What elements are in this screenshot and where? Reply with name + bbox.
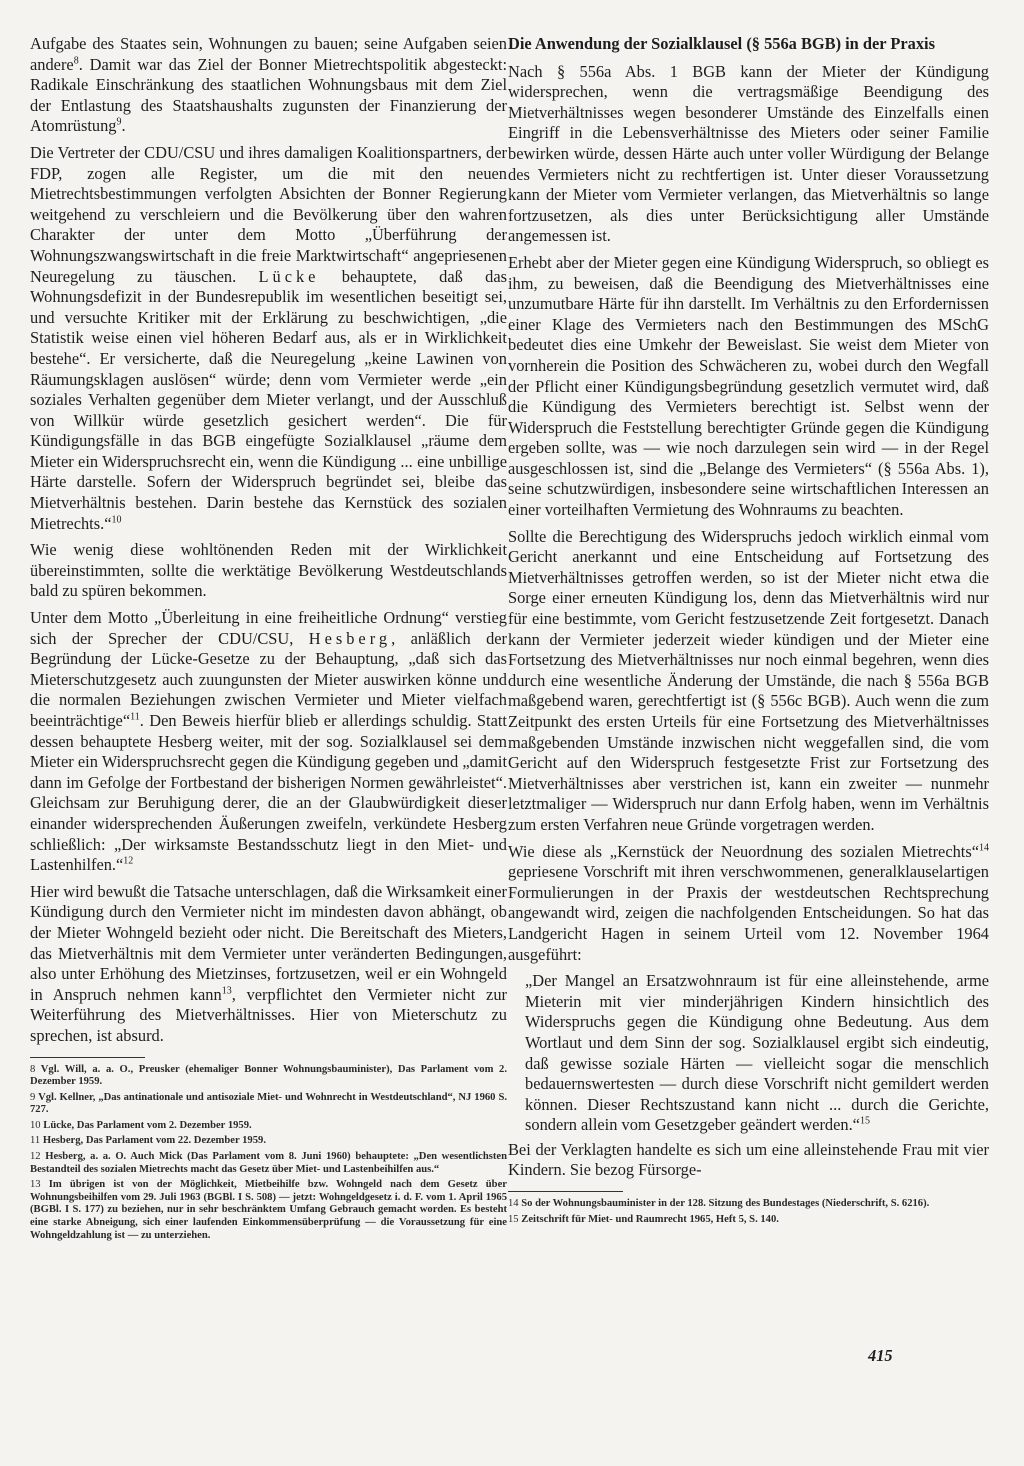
spaced-name: Hesberg — [308, 628, 392, 648]
footnote: 8 Vgl. Will, a. a. O., Preusker (ehemaliger Bonner Wohnungsbauminister), Das Parlament vom 2. Dezember 1959. — [30, 1063, 507, 1088]
court-quote — [525, 971, 989, 1136]
paragraph: Hier wird bewußt die Tatsache unterschlagen, daß die Wirksamkeit einer Kündigung durch den Vermieter nicht im mindesten davon abhängt, ob der Mieter Wohngeld bezieht oder nicht. Die Bereitschaft des Mieters, das Mietverhältnis mit dem Vermieter unter veränderten Bedingungen, also unter Erhöhung des Mietzinses, fortzusetzen, weil er ein Wohngeld in Anspruch nehmen kann$^{13}$, verpflichtet den Vermieter nicht zur Weiterführung des Mietverhältnisses. Hier von Mieterschutz zu sprechen, ist absurd. — [30, 881, 507, 1045]
footnote: 14 So der Wohnungsbauminister in der 128. Sitzung des Bundestages (Niederschrift, S. 6216). — [508, 1198, 930, 1210]
footnote: 15 Zeitschrift für Miet- und Raumrecht 1965, Heft 5, S. 140. — [508, 1213, 779, 1225]
page-number: 415 — [868, 1346, 893, 1365]
footnote-ref: 13 — [221, 985, 232, 997]
footnote-ref: 14 — [979, 842, 989, 854]
section-heading: Die Anwendung der Sozialklausel (§ 556a BGB) in der Praxis — [508, 34, 935, 53]
paragraph: Bei der Verklagten handelte es sich um eine alleinstehende Frau mit vier Kindern. Sie bezog Fürsorge- — [508, 1139, 989, 1180]
quote-text: „Der Mangel an Ersatzwohnraum ist für eine alleinstehende, arme Mieterin mit vier minderjährigen Kindern hinsichtlich des Widerspruchs gegen die Kündigung ohne Bedeutung. Aus dem Wortlaut und dem Sinn der sog. Sozialklausel ergibt sich eindeutig, daß gewisse soziale Härten — vielleicht sogar die menschlich bedauernswertesten — durch diese Vorschrift nicht gemildert werden können. Dieser Rechtszustand kann nicht ... durch die Gerichte, sondern allein vom Gesetzgeber geändert werden.“$^{15}$ — [525, 971, 989, 1135]
footnote: 11 Hesberg, Das Parlament vom 22. Dezember 1959. — [30, 1135, 266, 1147]
paragraph: Wie diese als „Kernstück der Neuordnung des sozialen Mietrechts“$^{14}$ gepriesene Vorschrift mit ihren verschwommenen, generalklauselartigen Formulierungen in der Praxis der westdeutschen Rechtsprechung angewandt wird, zeigen die nachfolgenden Entscheidungen. So hat das Landgericht Hagen in seinem Urteil vom 12. November 1964 ausgeführt: — [508, 841, 989, 964]
footnote: 13 Im übrigen ist von der Möglichkeit, Mietbeihilfe bzw. Wohngeld nach dem Gesetz über Wohnungsbeihilfen vom 29. Juli 1963 (BGBl. I S. 508) — jetzt: Wohngeldgesetz i. d. F. vom 1. April 1965 (BGBl. I S. 177) zu beziehen, nur in sehr beschränktem Umfang Gebrauch gemacht worden. Es besteht eine starke Abneigung, sich einer laufenden Einkommensüberprüfung — die Voraussetzung für eine Wohngeldzahlung ist — zu unterziehen. — [30, 1179, 507, 1241]
paragraph: Nach § 556a Abs. 1 BGB kann der Mieter der Kündigung widersprechen, wenn die vertragsmäßige Beendigung des Mietverhältnisses wegen besonderer Umstände des Einzelfalls einen Eingriff in die Lebensverhältnisse des Mieters oder seiner Familie bewirken würde, dessen Härte auch unter voller Würdigung der Belange des Vermieters nicht zu rechtfertigen ist. Unter dieser Voraussetzung kann der Mieter vom Vermieter verlangen, das Mietverhältnis so lange fortzusetzen, als dies unter Berücksichtigung aller Umstände angemessen ist. — [508, 61, 989, 246]
paragraph: Aufgabe des Staates sein, Wohnungen zu bauen; seine Aufgaben seien andere$^8$. Damit war das Ziel der Bonner Mietrechtspolitik abgesteckt: Radikale Einschränkung des staatlichen Wohnungsbaus mit dem Ziel der Entlastung des Staatshaushalts zugunsten der Finanzierung der Atomrüstung$^9$. — [30, 34, 507, 136]
paragraph: Wie wenig diese wohltönenden Reden mit der Wirklichkeit übereinstimmten, sollte die werktätige Bevölkerung Westdeutschlands bald zu spüren bekommen. — [30, 540, 507, 601]
left-column — [30, 34, 507, 1245]
paragraph: Sollte die Berechtigung des Widerspruchs jedoch wirklich einmal vom Gericht anerkannt und eine Entscheidung auf Fortsetzung des Mietverhältnisses getroffen werden, so ist der Mieter nicht etwa die Sorge einer erneuten Kündigung los, denn das Mietverhältnis wird nur für eine bestimmte, vom Gericht festzusetzende Zeit fortgesetzt. Danach kann der Vermieter jederzeit wieder kündigen und der Mieter eine Fortsetzung des Mietverhältnisses nur noch einmal begehren, wenn dies durch eine wesentliche Änderung der Umstände, die nach § 556a BGB maßgebend waren, gerechtfertigt ist (§ 556c BGB). Auch wenn die zum Zeitpunkt des ersten Urteils für eine Fortsetzung des Mietverhältnisses maßgebenden Umstände inzwischen nicht weggefallen sind, die vom Gericht auf den Widerspruch festgesetzte Frist zur Fortsetzung des Mietverhältnisses aber verstrichen ist, kann ein zweiter — nunmehr letztmaliger — Widerspruch nur dann Erfolg haben, wenn im Verhältnis zum ersten Verfahren neue Gründe vorgetragen werden. — [508, 526, 989, 834]
footnote: 10 Lücke, Das Parlament vom 2. Dezember 1959. — [30, 1119, 252, 1131]
spaced-name: Lücke — [258, 266, 320, 286]
footnote-ref: 15 — [859, 1115, 870, 1127]
footnote-divider — [30, 1057, 145, 1058]
right-column — [508, 34, 989, 1229]
footnote-ref: 11 — [130, 711, 140, 723]
footnote-ref: 8 — [73, 55, 79, 67]
paragraph: Unter dem Motto „Überleitung in eine freiheitliche Ordnung“ verstieg sich der Sprecher der CDU/CSU, Hesberg, anläßlich der Begründung der Lücke-Gesetze zu der Behauptung, „daß sich das Mieterschutzgesetz auch zuungunsten der Mieter auswirken könne und die normalen Beziehungen zwischen Vermieter und Mieter vielfach beeinträchtige“$^{11}$. Den Beweis hierfür blieb er allerdings schuldig. Statt dessen behauptete Hesberg weiter, mit der sog. Sozialklausel sei dem Mieter ein Widerspruchsrecht gegen die Kündigung gegeben und „damit dann im Gefolge der Fortbestand der bisherigen Normen gewährleistet“. Gleichsam zur Beruhigung derer, die an der Glaubwürdigkeit dieser einander widersprechenden Äußerungen zweifeln, verkündete Hesberg schließlich: „Der wirksamste Bestandsschutz liegt in den Miet- und Lastenhilfen.“$^{12}$ — [30, 608, 507, 875]
footnote-ref: 10 — [111, 514, 122, 526]
paragraph: Die Vertreter der CDU/CSU und ihres damaligen Koalitionspartners, der FDP, zogen alle Register, um die mit den neuen Mietrechtsbestimmungen verfolgten Absichten der Bonner Regierung weitgehend zu verschleiern und die Bevölkerung über den wahren Charakter der unter dem Motto „Überführung der Wohnungszwangswirtschaft in die freie Marktwirtschaft“ angepriesenen Neuregelung zu täuschen. Lücke behauptete, daß das Wohnungsdefizit in der Bundesrepublik im wesentlichen beseitigt sei, und versuchte Kritiker mit der Erklärung zu beschwichtigen, „die Statistik weise einen viel höheren Bedarf aus, als er in Wirklichkeit bestehe“. Er versicherte, daß die Neuregelung „keine Lawinen von Räumungsklagen auslösen“ würde; denn vom Vermieter werde „ein soziales Verhalten gegenüber dem Mieter verlangt, und der Ausschluß von Willkür würde gesetzlich gesichert werden“. Die für Kündigungsfälle in das BGB eingefügte Sozialklausel „räume dem Mieter ein Widerspruchsrecht ein, wenn die Kündigung ... eine unbillige Härte darstelle. Sofern der Widerspruch begründet sei, bleibe das Mietverhältnis bestehen. Darin bestehe das Kernstück des sozialen Mietrechts.“$^{10}$ — [30, 142, 507, 533]
paragraph: Erhebt aber der Mieter gegen eine Kündigung Widerspruch, so obliegt es ihm, zu beweisen, daß die Beendigung des Mietverhältnisses eine unzumutbare Härte für ihn darstellt. Im Verhältnis zu den Erfordernissen einer Klage des Vermieters nach den Bestimmungen des MSchG bedeutet dies eine Umkehr der Beweislast. Sie weist dem Mieter von vornherein die Position des Schwächeren zu, wobei durch den Wegfall der Pflicht einer Kündigungsbegründung gesetzlich vermutet wird, daß die Kündigung des Vermieters berechtigt ist. Selbst wenn der Widerspruch die Feststellung berechtigter Gründe gegen die Kündigung ergeben sollte, was — wie noch darzulegen sein wird — in der Regel ausgeschlossen ist, sind die „Belange des Vermieters“ (§ 556a Abs. 1), seine schutzwürdigen, insbesondere seine wirtschaftlichen Interessen an einer vorteilhaften Vermietung des Wohnraums zu beachten. — [508, 252, 989, 520]
footnote-ref: 9 — [116, 116, 122, 128]
footnote: 9 Vgl. Kellner, „Das antinationale und antisoziale Miet- und Wohnrecht in Westdeutschland“, NJ 1960 S. 727. — [30, 1091, 507, 1116]
footnote-ref: 12 — [123, 855, 134, 867]
footnote-divider — [508, 1191, 623, 1192]
footnote: 12 Hesberg, a. a. O. Auch Mick (Das Parlament vom 8. Juni 1960) behauptete: „Den wesentlichsten Bestandteil des sozialen Mietrechts macht das Gesetz über Miet- und Lastenbeihilfen aus.“ — [30, 1151, 507, 1175]
